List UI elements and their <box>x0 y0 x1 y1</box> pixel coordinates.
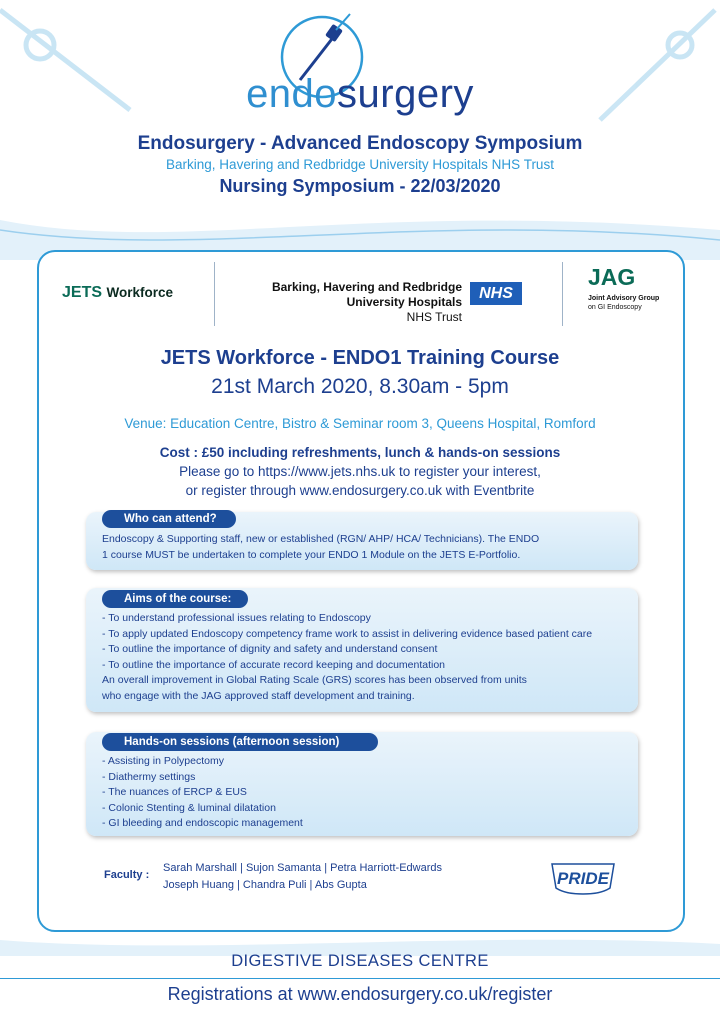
bhr-line-1: Barking, Havering and Redbridge <box>271 280 462 294</box>
list-item: - The nuances of ERCP & EUS <box>102 786 247 799</box>
symposium-title: Endosurgery - Advanced Endoscopy Symposium <box>137 133 583 154</box>
hands-on-heading: Hands-on sessions (afternoon session) <box>102 733 378 751</box>
logo-surgery: surgery <box>337 72 474 116</box>
course-cost: Cost : £50 including refreshments, lunch & hands-on sessions <box>159 445 561 460</box>
registrations-link[interactable]: Registrations at www.endosurgery.co.uk/register <box>167 984 553 1004</box>
course-date: 21st March 2020, 8.30am - 5pm <box>211 375 509 398</box>
who-can-attend-text <box>102 532 632 563</box>
aims-heading: Aims of the course: <box>102 590 248 608</box>
faculty-names <box>163 860 442 894</box>
register-instruction-2: or register through www.endosurgery.co.uk with Eventbrite <box>185 483 535 498</box>
who-line-1: Endoscopy & Supporting staff, new or established (RGN/ AHP/ HCA/ Technicians). The ENDO <box>102 533 540 545</box>
footer-divider <box>0 978 720 979</box>
nursing-symposium-date: Nursing Symposium - 22/03/2020 <box>219 176 501 196</box>
pride-logo <box>548 858 618 898</box>
list-item: - Colonic Stenting & luminal dilatation <box>102 801 276 814</box>
register-instruction-1: Please go to https://www.jets.nhs.uk to register your interest, <box>179 464 541 479</box>
faculty-line-1: Sarah Marshall | Sujon Samanta | Petra Harriott-Edwards <box>163 862 443 874</box>
partner-divider <box>214 262 215 326</box>
endosurgery-logo-text <box>0 72 720 117</box>
jag-logo-subtitle <box>588 294 668 312</box>
list-item: - To outline the importance of accurate record keeping and documentation <box>102 658 446 671</box>
nhs-logo: NHS <box>470 282 522 305</box>
list-item: - To apply updated Endoscopy competency frame work to assist in delivering evidence based patient care <box>102 627 593 640</box>
bhr-trust-logo <box>220 280 462 325</box>
digestive-diseases-centre: DIGESTIVE DISEASES CENTRE <box>231 952 489 970</box>
who-line-2: 1 course MUST be undertaken to complete your ENDO 1 Module on the JETS E-Portfolio. <box>102 548 521 561</box>
jag-logo: JAG <box>588 264 636 290</box>
jag-sub-line-1: Joint Advisory Group <box>588 295 660 302</box>
hands-on-list <box>102 754 632 832</box>
bhr-line-2: University Hospitals <box>346 295 462 309</box>
pride-logo-text: PRIDE <box>557 869 609 888</box>
list-item: - Diathermy settings <box>102 770 196 783</box>
aims-list <box>102 611 632 705</box>
list-item: - Assisting in Polypectomy <box>102 755 224 767</box>
jets-workforce-logo <box>62 284 173 302</box>
course-title: JETS Workforce - ENDO1 Training Course <box>160 347 560 369</box>
list-item: - To understand professional issues relating to Endoscopy <box>102 612 371 624</box>
faculty-label: Faculty : <box>104 869 150 881</box>
bhr-line-3: NHS Trust <box>406 310 462 324</box>
jets-logo-bold: JETS <box>62 284 103 301</box>
logo-endo: endo <box>246 72 338 116</box>
list-item: - To outline the importance of dignity and safety and understand consent <box>102 643 438 656</box>
jets-logo-workforce: Workforce <box>106 285 173 300</box>
partner-divider <box>562 262 563 326</box>
jag-sub-line-2: on GI Endoscopy <box>588 304 642 311</box>
faculty-line-2: Joseph Huang | Chandra Puli | Abs Gupta <box>163 879 367 891</box>
list-item: - GI bleeding and endoscopic management <box>102 817 303 830</box>
who-can-attend-heading: Who can attend? <box>102 510 236 528</box>
list-item: An overall improvement in Global Rating Scale (GRS) scores has been observed from units <box>102 674 527 687</box>
course-venue: Venue: Education Centre, Bistro & Seminar room 3, Queens Hospital, Romford <box>124 416 596 431</box>
trust-name: Barking, Havering and Redbridge University Hospitals NHS Trust <box>166 157 554 172</box>
list-item: who engage with the JAG approved staff development and training. <box>102 689 415 702</box>
